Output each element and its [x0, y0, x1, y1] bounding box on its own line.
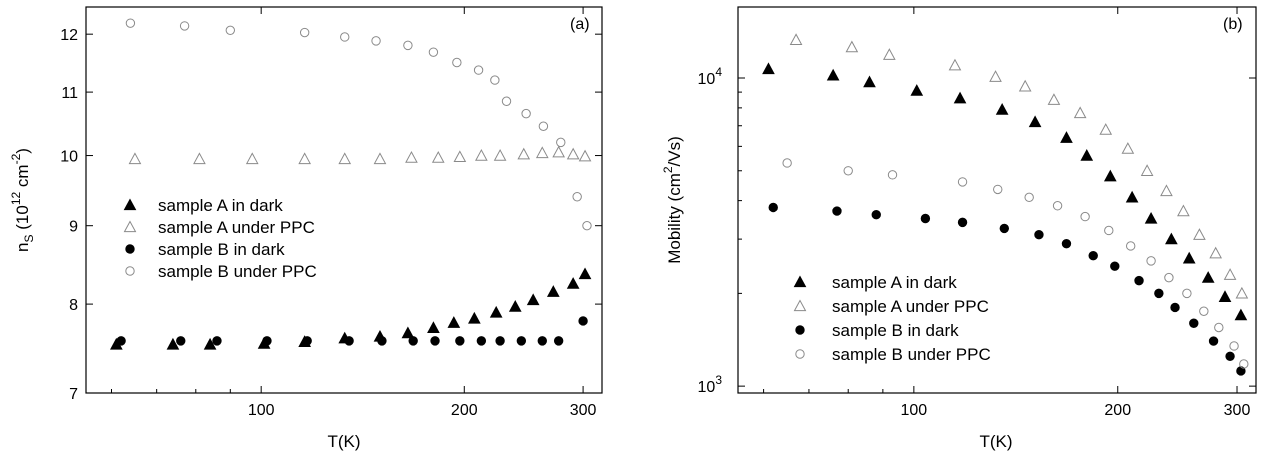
data-point-series-1 [997, 104, 1008, 114]
data-point-series-3 [921, 214, 929, 222]
panel-a-marks [111, 19, 591, 349]
data-point-series-3 [1190, 319, 1198, 327]
legend-label-1: sample A in dark [832, 273, 957, 292]
data-point-series-3 [1209, 337, 1217, 345]
data-point-series-2 [568, 149, 579, 159]
data-point-series-3 [1000, 224, 1008, 232]
data-point-series-4 [888, 171, 896, 179]
data-point-series-2 [518, 149, 529, 159]
y-tick-label: 9 [69, 218, 78, 236]
data-point-series-4 [958, 178, 966, 186]
legend-label-2: sample A under PPC [832, 297, 989, 316]
data-point-series-3 [1226, 352, 1234, 360]
data-point-series-4 [583, 221, 591, 229]
data-point-series-3 [431, 337, 439, 345]
data-point-series-3 [303, 337, 311, 345]
data-point-series-4 [1215, 323, 1223, 331]
data-point-series-3 [345, 337, 353, 345]
legend-label-4: sample B under PPC [832, 345, 991, 364]
data-point-series-3 [517, 337, 525, 345]
data-point-series-4 [180, 22, 188, 30]
legend-marker-4 [796, 350, 804, 358]
data-point-series-3 [1171, 303, 1179, 311]
data-point-series-4 [453, 58, 461, 66]
data-point-series-2 [1210, 248, 1221, 258]
data-point-series-2 [1142, 165, 1153, 175]
data-point-series-4 [372, 37, 380, 45]
panel-b [661, 7, 1256, 451]
data-point-series-2 [884, 49, 895, 59]
data-point-series-1 [1184, 253, 1195, 263]
data-point-series-3 [579, 317, 587, 325]
data-point-series-4 [300, 28, 308, 36]
data-point-series-2 [990, 71, 1001, 81]
data-point-series-2 [580, 151, 591, 161]
data-point-series-3 [958, 218, 966, 226]
data-point-series-4 [1147, 257, 1155, 265]
data-point-series-1 [1146, 213, 1157, 223]
data-point-series-4 [1105, 226, 1113, 234]
data-point-series-2 [1100, 124, 1111, 134]
data-point-series-4 [994, 185, 1002, 193]
data-point-series-2 [553, 147, 564, 157]
data-point-series-4 [1081, 212, 1089, 220]
legend-marker-1 [795, 277, 806, 287]
data-point-series-2 [1075, 107, 1086, 117]
data-point-series-2 [1122, 143, 1133, 153]
data-point-series-1 [448, 317, 459, 327]
data-point-series-2 [846, 42, 857, 52]
data-point-series-3 [538, 337, 546, 345]
y-tick-label: $10^4$ [697, 65, 722, 89]
panel-a-label: (a) [570, 16, 590, 33]
y-tick-label: 11 [61, 85, 78, 103]
data-point-series-1 [548, 286, 559, 296]
data-point-series-3 [477, 337, 485, 345]
data-point-series-1 [955, 93, 966, 103]
data-point-series-2 [476, 150, 487, 160]
data-point-series-3 [1155, 289, 1163, 297]
data-point-series-2 [299, 153, 310, 163]
data-point-series-4 [429, 48, 437, 56]
data-point-series-1 [1105, 171, 1116, 181]
data-point-series-1 [510, 301, 521, 311]
data-point-series-3 [213, 337, 221, 345]
data-point-series-1 [568, 278, 579, 288]
legend-marker-4 [126, 267, 134, 275]
data-point-series-1 [828, 70, 839, 80]
data-point-series-1 [469, 313, 480, 323]
data-point-series-1 [1235, 310, 1246, 320]
data-point-series-4 [783, 159, 791, 167]
data-point-series-2 [1225, 269, 1236, 279]
data-point-series-3 [117, 337, 125, 345]
data-point-series-2 [433, 152, 444, 162]
data-point-series-1 [763, 63, 774, 73]
data-point-series-1 [911, 85, 922, 95]
legend-marker-3 [126, 245, 134, 253]
legend-label-4: sample B under PPC [158, 262, 317, 281]
data-point-series-2 [1048, 94, 1059, 104]
panel-a-y-ticks [60, 27, 602, 403]
data-point-series-3 [1089, 252, 1097, 260]
data-point-series-3 [177, 337, 185, 345]
data-point-series-3 [263, 337, 271, 345]
x-tick-label: 100 [900, 402, 928, 419]
data-point-series-4 [474, 66, 482, 74]
panel-a-x-axis-title: T(K) [327, 432, 361, 451]
data-point-series-4 [1025, 193, 1033, 201]
legend-marker-2 [795, 301, 806, 311]
data-point-series-1 [1166, 234, 1177, 244]
x-tick-label: 200 [1104, 402, 1132, 419]
data-point-series-1 [1203, 272, 1214, 282]
data-point-series-1 [491, 307, 502, 317]
data-point-series-2 [537, 147, 548, 157]
x-tick-label: 300 [569, 402, 597, 419]
data-point-series-4 [126, 19, 134, 27]
legend-label-1: sample A in dark [158, 196, 283, 215]
data-point-series-4 [557, 138, 565, 146]
data-point-series-4 [502, 97, 510, 105]
data-point-series-4 [522, 109, 530, 117]
data-point-series-2 [406, 152, 417, 162]
legend-label-3: sample B in dark [832, 321, 959, 340]
data-point-series-2 [454, 151, 465, 161]
y-tick-label: 10 [60, 148, 78, 166]
data-point-series-2 [374, 153, 385, 163]
data-point-series-4 [1183, 289, 1191, 297]
data-point-series-4 [491, 76, 499, 84]
data-point-series-4 [1200, 307, 1208, 315]
data-point-series-2 [791, 34, 802, 44]
data-point-series-1 [428, 322, 439, 332]
panel-b-plot-frame [738, 7, 1256, 393]
data-point-series-2 [1161, 185, 1172, 195]
panel-a [9, 7, 602, 451]
data-point-series-3 [872, 211, 880, 219]
data-point-series-3 [496, 337, 504, 345]
data-point-series-3 [409, 337, 417, 345]
data-point-series-4 [1053, 202, 1061, 210]
data-point-series-1 [1030, 116, 1041, 126]
data-point-series-4 [1240, 360, 1248, 368]
legend-marker-3 [796, 326, 804, 334]
data-point-series-1 [1061, 132, 1072, 142]
data-point-series-1 [1127, 192, 1138, 202]
data-point-series-2 [495, 150, 506, 160]
y-tick-label: $10^3$ [697, 373, 722, 397]
data-point-series-4 [1165, 273, 1173, 281]
data-point-series-3 [769, 203, 777, 211]
legend-marker-1 [125, 200, 136, 210]
x-tick-label: 200 [450, 402, 478, 419]
x-tick-label: 300 [1223, 402, 1251, 419]
data-point-series-4 [341, 33, 349, 41]
data-point-series-4 [226, 26, 234, 34]
data-point-series-4 [404, 41, 412, 49]
data-point-series-1 [402, 328, 413, 338]
data-point-series-3 [833, 207, 841, 215]
data-point-series-1 [1220, 291, 1231, 301]
data-point-series-2 [194, 153, 205, 163]
data-point-series-3 [456, 337, 464, 345]
data-point-series-1 [528, 294, 539, 304]
data-point-series-1 [1081, 150, 1092, 160]
data-point-series-3 [378, 337, 386, 345]
data-point-series-2 [1194, 229, 1205, 239]
data-point-series-1 [864, 77, 875, 87]
data-point-series-2 [247, 153, 258, 163]
data-point-series-3 [1062, 239, 1070, 247]
data-point-series-4 [844, 167, 852, 175]
data-point-series-1 [580, 269, 591, 279]
data-point-series-2 [339, 153, 350, 163]
panel-b-y-axis-title: Mobility $(cm^2/Vs)$ [661, 136, 684, 264]
panel-b-x-axis-title: T(K) [979, 432, 1013, 451]
data-point-series-4 [573, 193, 581, 201]
legend-marker-2 [125, 222, 136, 232]
legend-label-3: sample B in dark [158, 240, 285, 259]
data-point-series-4 [1230, 342, 1238, 350]
data-point-series-4 [1126, 242, 1134, 250]
data-point-series-2 [949, 60, 960, 70]
panel-a-y-axis-title: $n_S$ ($10^{12}$ $cm^{-2}$) [9, 148, 36, 252]
legend-label-2: sample A under PPC [158, 218, 315, 237]
data-point-series-2 [1178, 206, 1189, 216]
panel-a-legend [125, 196, 317, 281]
data-point-series-2 [1236, 288, 1247, 298]
y-tick-label: 7 [69, 386, 78, 403]
data-point-series-3 [554, 337, 562, 345]
y-tick-label: 12 [60, 27, 78, 45]
y-tick-label: 8 [69, 297, 78, 315]
x-tick-label: 100 [247, 402, 275, 419]
data-point-series-2 [1020, 81, 1031, 91]
panel-b-label: (b) [1223, 16, 1243, 33]
data-point-series-4 [539, 122, 547, 130]
panel-b-legend [795, 273, 991, 364]
data-point-series-3 [1035, 231, 1043, 239]
data-point-series-3 [1135, 276, 1143, 284]
data-point-series-3 [1111, 262, 1119, 270]
data-point-series-2 [129, 153, 140, 163]
